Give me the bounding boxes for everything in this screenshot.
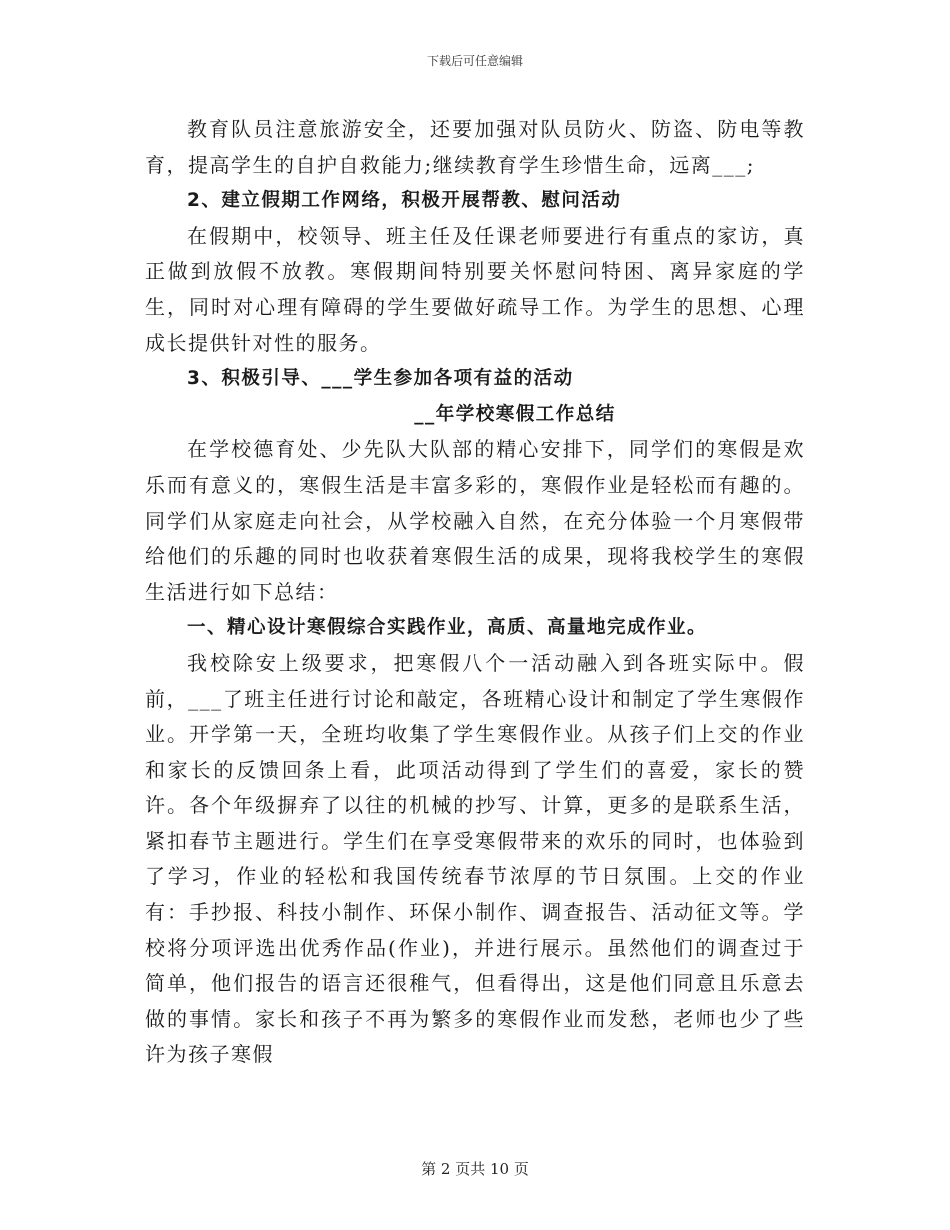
page-footer: 第 2 页共 10 页: [421, 1160, 529, 1178]
heading-3: 3、积极引导、___学生参加各项有益的活动: [187, 368, 574, 390]
paragraph-home-visits: 在假期中，校领导、班主任及任课老师要进行有重点的家访，真正做到放假不放教。寒假期间特别要关怀慰问特困、离异家庭的学生，同时对心理有障碍的学生要做好疏导工作。为学生的思想、心理成长提供针对性的服务。: [145, 223, 805, 355]
heading-section-1: 一、精心设计寒假综合实践作业，高质、高量地完成作业。: [187, 617, 708, 639]
paragraph-homework: 我校除安上级要求，把寒假八个一活动融入到各班实际中。假前，___了班主任进行讨论和敲定，各班精心设计和制定了学生寒假作业。开学第一天，全班均收集了学生寒假作业。从孩子们上交的作业和家长的反馈回条上看，此项活动得到了学生们的喜爱，家长的赞许。各个年级摒弃了以往的机械的抄写、计算，更多的是联系生活，紧扣春节主题进行。学生们在享受寒假带来的欢乐的同时，也体验到了学习，作业的轻松和我国传统春节浓厚的节日氛围。上交的作业有：手抄报、科技小制作、环保小制作、调查报告、活动征文等。学校将分项评选出优秀作品(作业)，并进行展示。虽然他们的调查过于简单，他们报告的语言还很稚气，但看得出，这是他们同意且乐意去做的事情。家长和孩子不再为繁多的寒假作业而发愁，老师也少了些许为孩子寒假: [145, 650, 805, 1067]
paragraph-intro: 在学校德育处、少先队大队部的精心安排下，同学们的寒假是欢乐而有意义的，寒假生活是丰富多彩的，寒假作业是轻松而有趣的。同学们从家庭走向社会，从学校融入自然，在充分体验一个月寒假带给他们的乐趣的同时也收获着寒假生活的成果，现将我校学生的寒假生活进行如下总结：: [145, 437, 805, 604]
document-body: [145, 112, 805, 1073]
paragraph-safety: 教育队员注意旅游安全，还要加强对队员防火、防盗、防电等教育，提高学生的自护自救能力;继续教育学生珍惜生命，远离___;: [145, 117, 805, 177]
document-title: __年学校寒假工作总结: [414, 403, 616, 425]
heading-2: 2、建立假期工作网络，积极开展帮教、慰问活动: [187, 190, 622, 212]
page-header: 下载后可任意编辑: [426, 54, 523, 68]
